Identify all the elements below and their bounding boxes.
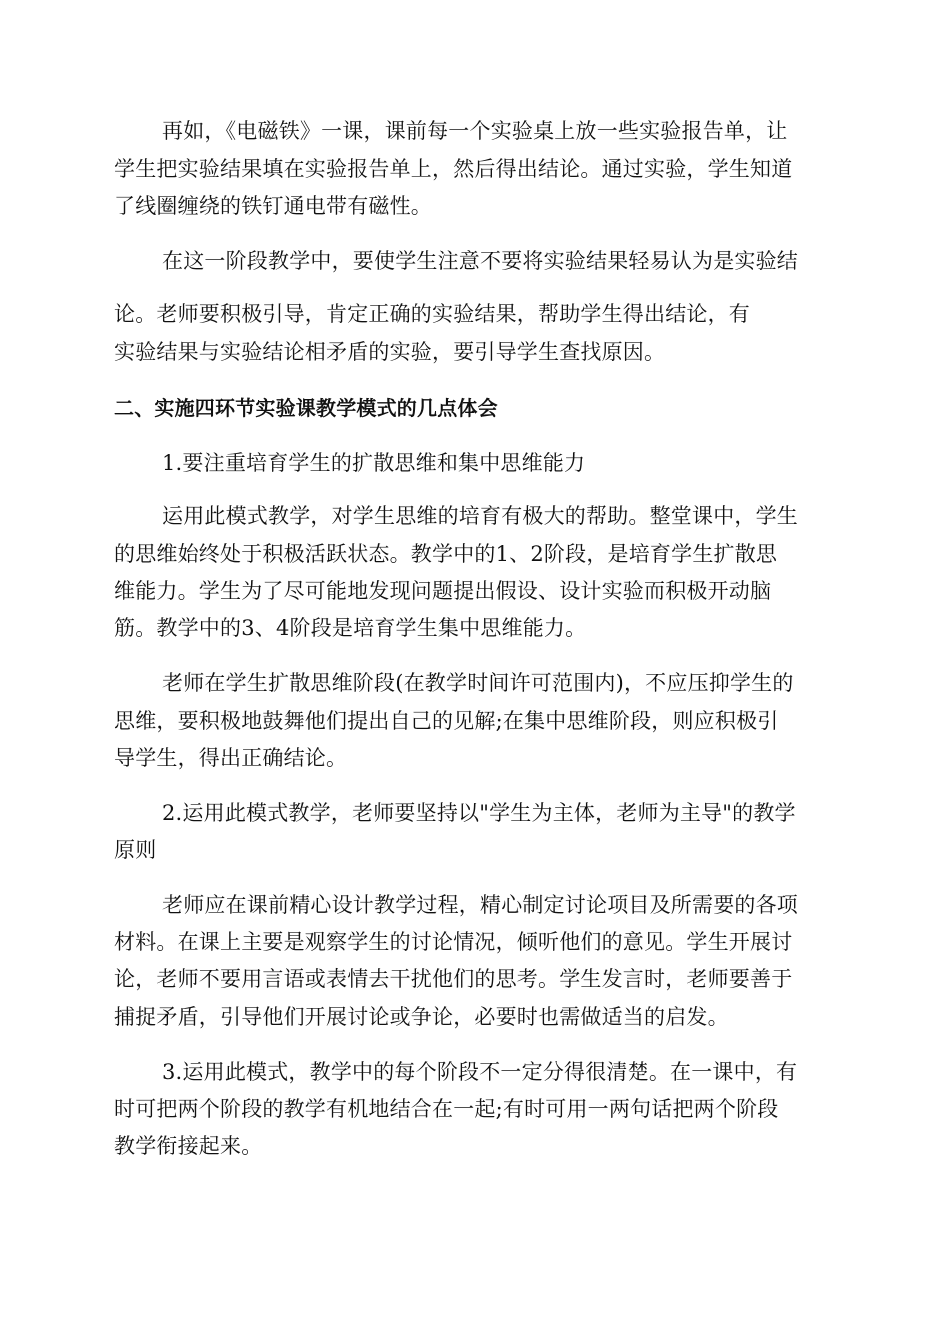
- paragraph-line: 老师在学生扩散思维阶段(在教学时间许可范围内)，不应压抑学生的: [162, 671, 794, 695]
- subsection-title: 2.运用此模式教学，老师要坚持以"学生为主体，老师为主导"的教学: [162, 801, 796, 825]
- paragraph-line: 实验结果与实验结论相矛盾的实验，要引导学生查找原因。: [114, 340, 666, 364]
- paragraph-line: 时可把两个阶段的教学有机地结合在一起;有时可用一两句话把两个阶段: [114, 1097, 779, 1121]
- paragraph-line: 论，老师不要用言语或表情去干扰他们的思考。学生发言时，老师要善于: [114, 967, 793, 991]
- paragraph-line: 论。老师要积极引导，肯定正确的实验结果，帮助学生得出结论，有: [114, 302, 750, 326]
- section-heading: 二、实施四环节实验课教学模式的几点体会: [114, 396, 498, 420]
- subsection-title: 原则: [114, 838, 157, 862]
- paragraph-line: 思维，要积极地鼓舞他们提出自己的见解;在集中思维阶段，则应积极引: [114, 709, 779, 733]
- paragraph-line: 教学衔接起来。: [114, 1134, 263, 1158]
- paragraph-line: 了线圈缠绕的铁钉通电带有磁性。: [114, 194, 432, 218]
- paragraph-line: 再如，《电磁铁》一课，课前每一个实验桌上放一些实验报告单，让: [162, 119, 788, 143]
- paragraph-line: 材料。在课上主要是观察学生的讨论情况，倾听他们的意见。学生开展讨: [114, 930, 793, 954]
- paragraph-line: 运用此模式教学，对学生思维的培育有极大的帮助。整堂课中，学生: [162, 504, 798, 528]
- paragraph-line: 导学生，得出正确结论。: [114, 746, 348, 770]
- paragraph-line: 学生把实验结果填在实验报告单上，然后得出结论。通过实验，学生知道: [114, 157, 793, 181]
- paragraph-line: 维能力。学生为了尽可能地发现问题提出假设、设计实验而积极开动脑: [114, 579, 772, 603]
- paragraph-line: 捕捉矛盾，引导他们开展讨论或争论，必要时也需做适当的启发。: [114, 1005, 729, 1029]
- paragraph-line: 的思维始终处于积极活跃状态。教学中的1、2阶段，是培育学生扩散思: [114, 542, 778, 566]
- paragraph-line: 老师应在课前精心设计教学过程，精心制定讨论项目及所需要的各项: [162, 893, 798, 917]
- paragraph-line: 在这一阶段教学中，要使学生注意不要将实验结果轻易认为是实验结: [162, 249, 798, 273]
- paragraph-line: 筋。教学中的3、4阶段是培育学生集中思维能力。: [114, 616, 587, 640]
- paragraph-line: 3.运用此模式，教学中的每个阶段不一定分得很清楚。在一课中，有: [162, 1060, 798, 1084]
- subsection-title: 1.要注重培育学生的扩散思维和集中思维能力: [162, 451, 586, 475]
